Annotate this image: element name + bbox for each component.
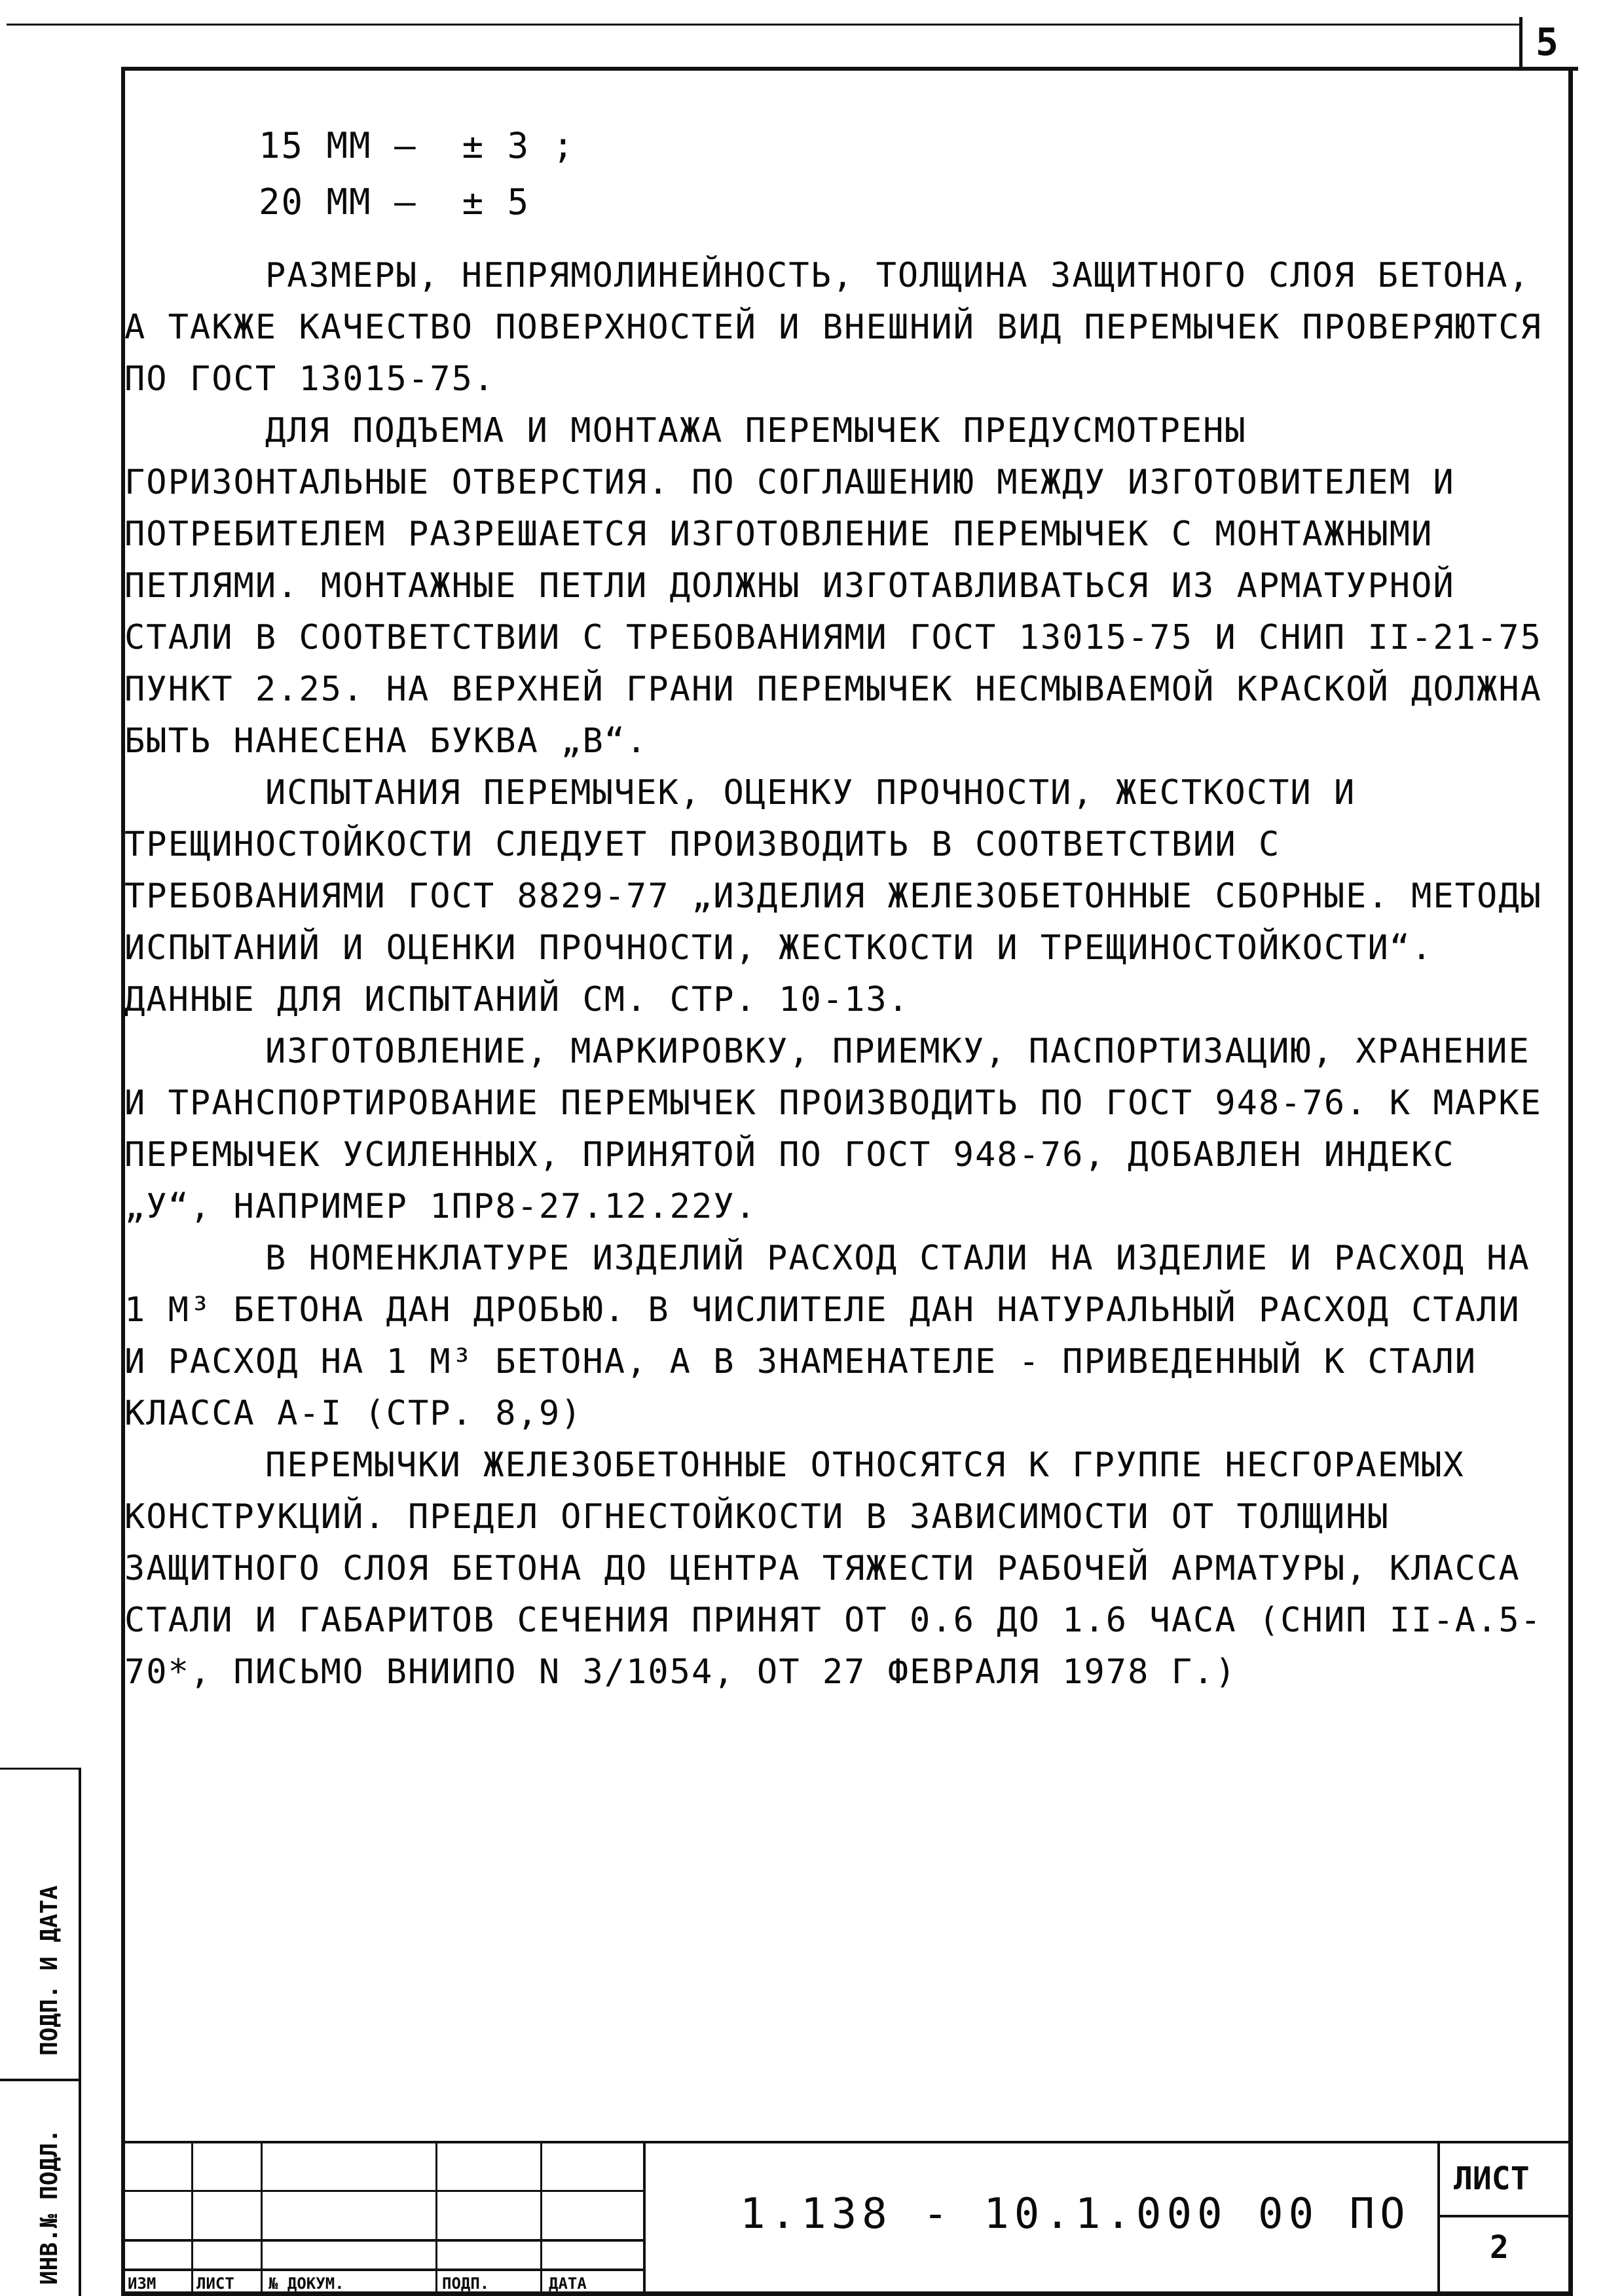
side-stamp-outer-border <box>0 1768 81 1770</box>
page-number: 5 <box>1536 20 1559 64</box>
title-block-row-3 <box>121 2269 645 2271</box>
column-label-izm: ИЗМ <box>128 2274 157 2293</box>
side-stamp-inv-podl: ИНВ.№ ПОДЛ. <box>36 2128 63 2285</box>
paragraph-manufacturing: ИЗГОТОВЛЕНИЕ, МАРКИРОВКУ, ПРИЕМКУ, ПАСПОРТИЗАЦИЮ, ХРАНЕНИЕ И ТРАНСПОРТИРОВАНИЕ ПЕРЕМЫЧЕК ПРОИЗВОДИТЬ ПО ГОСТ 948-76. К МАРКЕ ПЕРЕМЫЧЕК УСИЛЕННЫХ, ПРИНЯТОЙ ПО ГОСТ 948-76, ДОБАВЛЕН ИНДЕКС „У“, НАПРИМЕР 1ПР8-27.12.22У. <box>124 1032 1542 1226</box>
document-code: 1.138 - 10.1.000 00 ПО <box>740 2190 1411 2238</box>
paragraph-steel-consumption: В НОМЕНКЛАТУРЕ ИЗДЕЛИЙ РАСХОД СТАЛИ НА ИЗДЕЛИЕ И РАСХОД НА 1 М³ БЕТОНА ДАН ДРОБЬЮ. В ЧИСЛИТЕЛЕ ДАН НАТУРАЛЬНЫЙ РАСХОД СТАЛИ И РАСХОД НА 1 М³ БЕТОНА, А В ЗНАМЕНАТЕЛЕ - ПРИВЕДЕННЫЙ К СТАЛИ КЛАССА А-I (СТР. 8,9) <box>124 1239 1530 1433</box>
title-block-col-3 <box>435 2141 437 2296</box>
paragraph-dimensions: РАЗМЕРЫ, НЕПРЯМОЛИНЕЙНОСТЬ, ТОЛЩИНА ЗАЩИТНОГО СЛОЯ БЕТОНА, А ТАКЖЕ КАЧЕСТВО ПОВЕРХНОСТЕЙ И ВНЕШНИЙ ВИД ПЕРЕМЫЧЕК ПРОВЕРЯЮТСЯ ПО ГОСТ 13015-75. <box>124 256 1542 399</box>
tolerance-value: ± 5 <box>462 181 530 223</box>
side-stamp-podp-data: ПОДП. И ДАТА <box>36 1885 63 2056</box>
document-body <box>124 92 1545 1698</box>
column-label-podp: ПОДП. <box>442 2274 490 2293</box>
tolerance-size: 15 ММ <box>259 125 372 166</box>
title-block-row-2 <box>121 2239 645 2242</box>
title-block-col-5 <box>643 2141 646 2296</box>
frame-top <box>121 67 1578 71</box>
side-stamp-inner-border <box>79 1768 81 2296</box>
paragraph-lifting-loops: ДЛЯ ПОДЪЕМА И МОНТАЖА ПЕРЕМЫЧЕК ПРЕДУСМОТРЕНЫ ГОРИЗОНТАЛЬНЫЕ ОТВЕРСТИЯ. ПО СОГЛАШЕНИЮ МЕЖДУ ИЗГОТОВИТЕЛЕМ И ПОТРЕБИТЕЛЕМ РАЗРЕШАЕТСЯ ИЗГОТОВЛЕНИЕ ПЕРЕМЫЧЕК С МОНТАЖНЫМИ ПЕТЛЯМИ. МОНТАЖНЫЕ ПЕТЛИ ДОЛЖНЫ ИЗГОТАВЛИВАТЬСЯ ИЗ АРМАТУРНОЙ СТАЛИ В СООТВЕТСТВИИ С ТРЕБОВАНИЯМИ ГОСТ 13015-75 И СНИП II-21-75 ПУНКТ 2.25. НА ВЕРХНЕЙ ГРАНИ ПЕРЕМЫЧЕК НЕСМЫВАЕМОЙ КРАСКОЙ ДОЛЖНА БЫТЬ НАНЕСЕНА БУКВА „В“. <box>124 411 1542 761</box>
top-rule <box>7 24 1519 26</box>
tolerance-value: ± 3 ; <box>462 125 576 166</box>
sheet-label: ЛИСТ <box>1454 2160 1530 2197</box>
title-block-col-2 <box>261 2141 263 2296</box>
page-number-box-left <box>1519 17 1522 69</box>
column-label-data: ДАТА <box>549 2274 587 2293</box>
tolerance-line-20mm: 20 ММ — ± 5 <box>259 181 530 223</box>
tolerance-line-15mm: 15 ММ — ± 3 ; <box>259 125 576 166</box>
frame-right <box>1568 67 1573 2296</box>
column-label-dokum: № ДОКУМ. <box>268 2274 344 2293</box>
tolerance-size: 20 ММ <box>259 181 372 223</box>
sheet-number: 2 <box>1490 2229 1509 2266</box>
sheet-cell-left <box>1437 2141 1440 2296</box>
paragraph-testing: ИСПЫТАНИЯ ПЕРЕМЫЧЕК, ОЦЕНКУ ПРОЧНОСТИ, ЖЕСТКОСТИ И ТРЕЩИНОСТОЙКОСТИ СЛЕДУЕТ ПРОИЗВОДИТЬ В СООТВЕТСТВИИ С ТРЕБОВАНИЯМИ ГОСТ 8829-77 „ИЗДЕЛИЯ ЖЕЛЕЗОБЕТОННЫЕ СБОРНЫЕ. МЕТОДЫ ИСПЫТАНИЙ И ОЦЕНКИ ПРОЧНОСТИ, ЖЕСТКОСТИ И ТРЕЩИНОСТОЙКОСТИ“. ДАННЫЕ ДЛЯ ИСПЫТАНИЙ СМ. СТР. 10-13. <box>124 773 1542 1019</box>
title-block-row-1 <box>121 2190 645 2192</box>
title-block-top <box>121 2141 1573 2143</box>
paragraph-fire-resistance: ПЕРЕМЫЧКИ ЖЕЛЕЗОБЕТОННЫЕ ОТНОСЯТСЯ К ГРУППЕ НЕСГОРАЕМЫХ КОНСТРУКЦИЙ. ПРЕДЕЛ ОГНЕСТОЙКОСТИ В ЗАВИСИМОСТИ ОТ ТОЛЩИНЫ ЗАЩИТНОГО СЛОЯ БЕТОНА ДО ЦЕНТРА ТЯЖЕСТИ РАБОЧЕЙ АРМАТУРЫ, КЛАССА СТАЛИ И ГАБАРИТОВ СЕЧЕНИЯ ПРИНЯТ ОТ 0.6 ДО 1.6 ЧАСА (СНИП II-А.5-70*, ПИСЬМО ВНИИПО N 3/1054, ОТ 27 ФЕВРАЛЯ 1978 Г.) <box>124 1446 1542 1692</box>
side-stamp-divider <box>0 2079 81 2081</box>
column-label-list: ЛИСТ <box>196 2274 234 2293</box>
sheet-cell-divider <box>1437 2215 1573 2217</box>
title-block-col-4 <box>540 2141 542 2296</box>
title-block-col-1 <box>191 2141 193 2296</box>
